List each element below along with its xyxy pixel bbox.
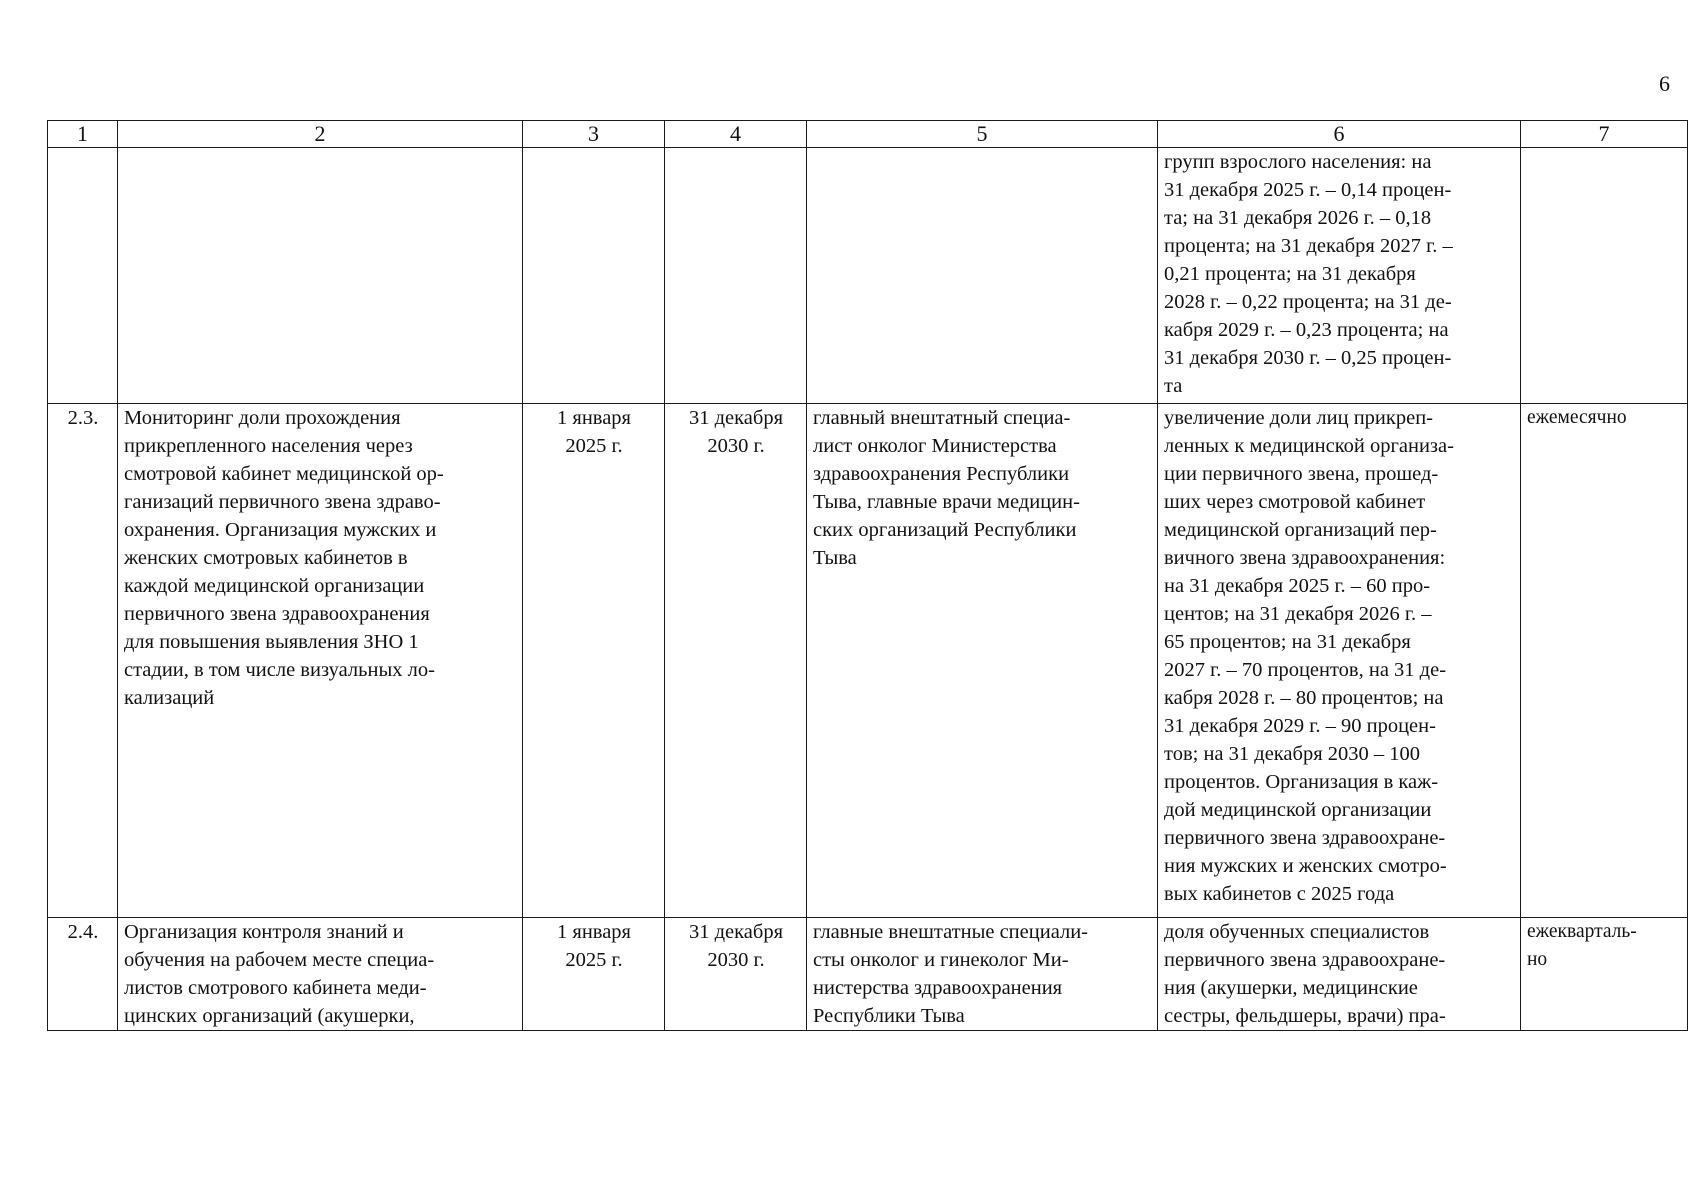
result-cell: групп взрослого населения: на 31 декабря 2025 г. – 0,14 процен- та; на 31 декабря 2026 г. – 0,18 процента; на 31 декабря 2027 г. – 0,21 процента; на 31 декабря 2028 г. – 0,22 процента; на 31 де- кабря 2029 г. – 0,23 процента; на 31 декабря 2030 г. – 0,25 процен- та <box>1158 148 1521 404</box>
row-number: 2.3. <box>48 404 118 918</box>
activity-cell: Мониторинг доли прохождения прикрепленного населения через смотровой кабинет медицинской ор- ганизаций первичного звена здраво- охранения. Организация мужских и женских смотровых кабинетов в каждой медицинской организации первичного звена здравоохранения для повышения выявления ЗНО 1 стадии, в том числе визуальных ло- кализаций <box>118 404 523 918</box>
end-date-cell: 31 декабря 2030 г. <box>665 404 807 918</box>
activity-cell <box>118 148 523 404</box>
responsible-cell: главные внештатные специали- сты онколог и гинеколог Ми- нистерства здравоохранения Республики Тыва <box>807 918 1158 1031</box>
responsible-cell: главный внештатный специа- лист онколог Министерства здравоохранения Республики Тыва, главные врачи медицин- ских организаций Республики Тыва <box>807 404 1158 918</box>
header-col-2: 2 <box>118 121 523 148</box>
activity-cell: Организация контроля знаний и обучения на рабочем месте специа- листов смотрового кабинета меди- цинских организаций (акушерки, <box>118 918 523 1031</box>
header-col-6: 6 <box>1158 121 1521 148</box>
end-date-cell <box>665 148 807 404</box>
header-col-1: 1 <box>48 121 118 148</box>
header-col-5: 5 <box>807 121 1158 148</box>
end-date-cell: 31 декабря 2030 г. <box>665 918 807 1031</box>
result-cell: доля обученных специалистов первичного звена здравоохране- ния (акушерки, медицинские сестры, фельдшеры, врачи) пра- <box>1158 918 1521 1031</box>
frequency-cell: ежемесячно <box>1521 404 1688 918</box>
start-date-cell: 1 января 2025 г. <box>523 404 665 918</box>
table-row <box>48 148 1688 404</box>
table-row <box>48 918 1688 1031</box>
frequency-cell <box>1521 148 1688 404</box>
page-number: 6 <box>1659 71 1670 96</box>
frequency-cell: ежекварталь- но <box>1521 918 1688 1031</box>
header-col-7: 7 <box>1521 121 1688 148</box>
start-date-cell <box>523 148 665 404</box>
row-number: 2.4. <box>48 918 118 1031</box>
header-col-3: 3 <box>523 121 665 148</box>
result-cell: увеличение доли лиц прикреп- ленных к медицинской организа- ции первичного звена, прошед- ших через смотровой кабинет медицинской организаций пер- вичного звена здравоохранения: на 31 декабря 2025 г. – 60 про- центов; на 31 декабря 2026 г. – 65 процентов; на 31 декабря 2027 г. – 70 процентов, на 31 де- кабря 2028 г. – 80 процентов; на 31 декабря 2029 г. – 90 процен- тов; на 31 декабря 2030 – 100 процентов. Организация в каж- дой медицинской организации первичного звена здравоохране- ния мужских и женских смотро- вых кабинетов с 2025 года <box>1158 404 1521 918</box>
table-row <box>48 404 1688 918</box>
row-number <box>48 148 118 404</box>
header-row <box>48 121 1688 148</box>
header-col-4: 4 <box>665 121 807 148</box>
responsible-cell <box>807 148 1158 404</box>
start-date-cell: 1 января 2025 г. <box>523 918 665 1031</box>
measures-table <box>47 120 1688 1031</box>
